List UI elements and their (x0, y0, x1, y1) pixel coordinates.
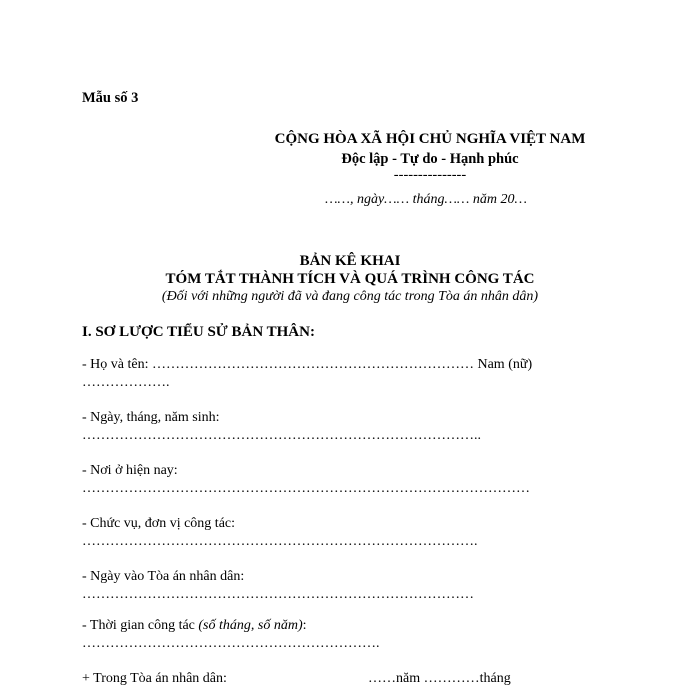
dob-field: ………………………………………………………………………….. (82, 428, 481, 443)
national-title: CỘNG HÒA XÃ HỘI CHỦ NGHĨA VIỆT NAM (274, 131, 586, 147)
service-time-label-text: - Thời gian công tác (82, 618, 199, 633)
residence-field: …………………………………………………………………………………… (82, 481, 530, 496)
service-time-label-note: (số tháng, số năm) (198, 618, 303, 633)
dob-label: - Ngày, tháng, năm sinh: (82, 410, 220, 425)
service-time-label-colon: : (302, 618, 307, 633)
document-title: BẢN KÊ KHAI (299, 253, 401, 269)
join-date-label: - Ngày vào Tòa án nhân dân: (82, 569, 245, 584)
court-service-field: ……năm …………tháng (368, 671, 511, 686)
form-code: Mẫu số 3 (82, 90, 139, 106)
national-motto: Độc lập - Tự do - Hạnh phúc (341, 151, 519, 167)
residence-label: - Nơi ở hiện nay: (82, 463, 178, 478)
name-field-continued: ………………. (82, 375, 170, 390)
court-service-label: + Trong Tòa án nhân dân: (82, 671, 227, 686)
date-line: ……, ngày…… tháng…… năm 20… (325, 192, 527, 207)
service-time-field: ………………………………………………………. (82, 636, 380, 651)
name-field: - Họ và tên: …………………………………………………………… Nam (nữ) (82, 357, 533, 372)
service-time-label (82, 617, 307, 635)
section-heading: I. SƠ LƯỢC TIỂU SỬ BẢN THÂN: (82, 324, 315, 340)
header-divider: --------------- (393, 167, 467, 183)
join-date-field: ………………………………………………………………………… (82, 587, 474, 602)
position-label: - Chức vụ, đơn vị công tác: (82, 516, 236, 531)
document-title-line2: TÓM TẮT THÀNH TÍCH VÀ QUÁ TRÌNH CÔNG TÁC (165, 271, 535, 287)
position-field: …………………………………………………………………………. (82, 534, 478, 549)
document-subtitle: (Đối với những người đã và đang công tác trong Tòa án nhân dân) (161, 289, 539, 304)
